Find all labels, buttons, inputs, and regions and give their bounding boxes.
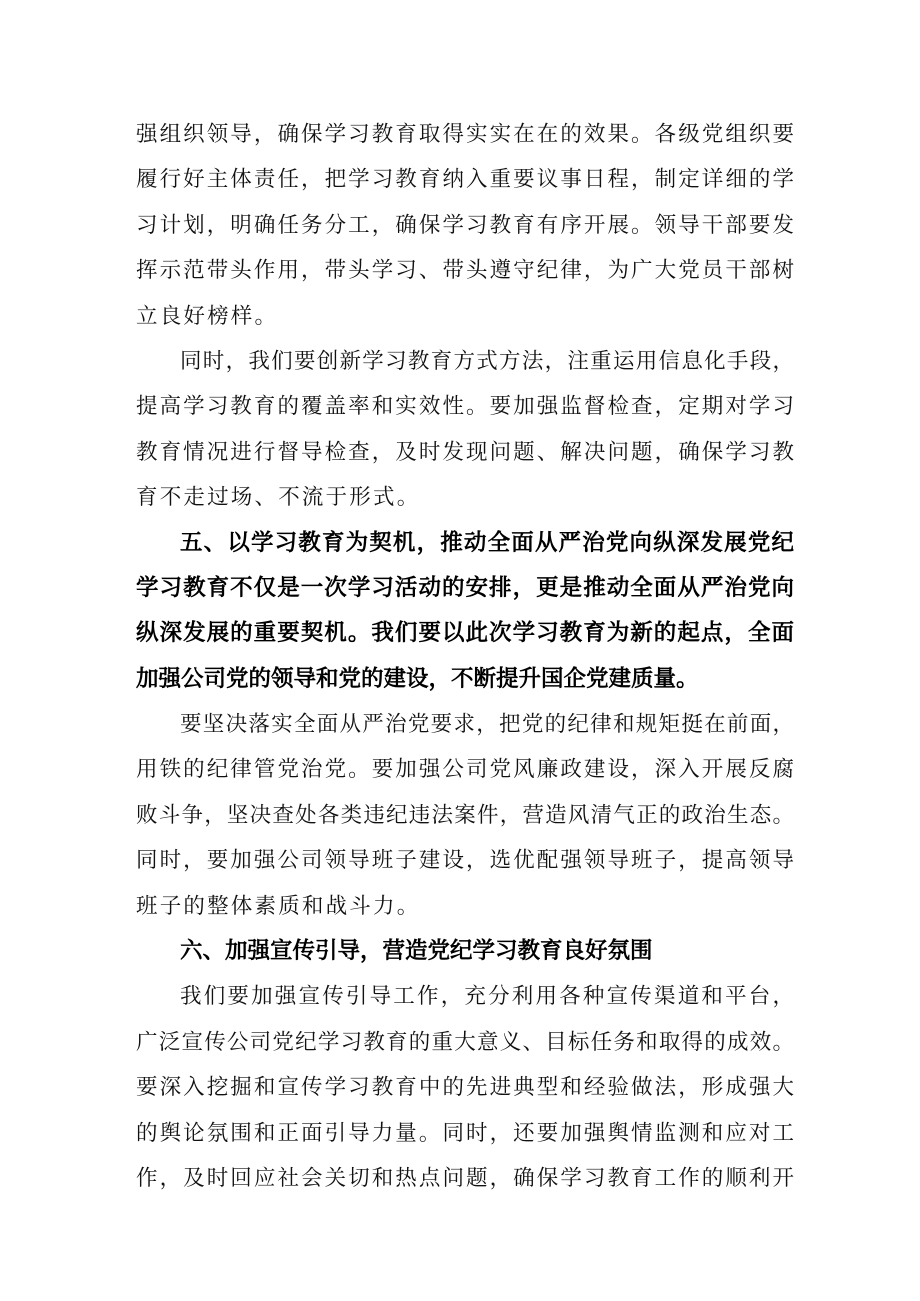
paragraph-line: 班子的整体素质和战斗力。	[136, 893, 421, 919]
paragraph-line: 强组织领导，确保学习教育取得实实在在的效果。各级党组织要	[136, 122, 794, 147]
paragraph-line: 用铁的纪律管党治党。要加强公司党风廉政建设，深入开展反腐	[136, 757, 794, 783]
paragraph-line: 挥示范带头作用，带头学习、带头遵守纪律，为广大党员干部树	[136, 258, 794, 284]
section-heading-5: 五、以学习教育为契机，推动全面从严治党向纵深发展党纪	[180, 529, 794, 556]
paragraph-line: 败斗争，坚决查处各类违纪违法案件，营造风清气正的政治生态。	[136, 802, 794, 828]
paragraph-line: 广泛宣传公司党纪学习教育的重大意义、目标任务和取得的成效。	[136, 1029, 794, 1055]
paragraph-line: 习计划，明确任务分工，确保学习教育有序开展。领导干部要发	[136, 212, 794, 238]
paragraph-line: 履行好主体责任，把学习教育纳入重要议事日程，制定详细的学	[136, 167, 794, 193]
paragraph-line: 的舆论氛围和正面引导力量。同时，还要加强舆情监测和应对工	[136, 1120, 794, 1146]
paragraph-line: 作，及时回应社会关切和热点问题，确保学习教育工作的顺利开	[136, 1165, 794, 1191]
paragraph-line: 立良好榜样。	[136, 303, 279, 329]
document-body	[136, 112, 794, 1201]
paragraph-line: 同时，要加强公司领导班子建设，选优配强领导班子，提高领导	[136, 848, 794, 874]
section-heading-line: 纵深发展的重要契机。我们要以此次学习教育为新的起点，全面	[136, 620, 794, 647]
paragraph-line: 要深入挖掘和宣传学习教育中的先进典型和经验做法，形成强大	[136, 1075, 794, 1101]
paragraph-line: 提高学习教育的覆盖率和实效性。要加强监督检查，定期对学习	[136, 394, 794, 420]
section-heading-line: 加强公司党的领导和党的建设，不断提升国企党建质量。	[136, 665, 699, 692]
section-heading-6: 六、加强宣传引导，营造党纪学习教育良好氛围	[180, 938, 653, 965]
section-heading-line: 学习教育不仅是一次学习活动的安排，更是推动全面从严治党向	[136, 574, 794, 601]
paragraph-line: 要坚决落实全面从严治党要求，把党的纪律和规矩挺在前面，	[180, 712, 794, 738]
paragraph-line: 同时，我们要创新学习教育方式方法，注重运用信息化手段，	[180, 348, 794, 374]
paragraph-line: 教育情况进行督导检查，及时发现问题、解决问题，确保学习教	[136, 439, 794, 465]
paragraph-line: 育不走过场、不流于形式。	[136, 485, 421, 511]
paragraph-line: 我们要加强宣传引导工作，充分利用各种宣传渠道和平台，	[180, 984, 794, 1010]
